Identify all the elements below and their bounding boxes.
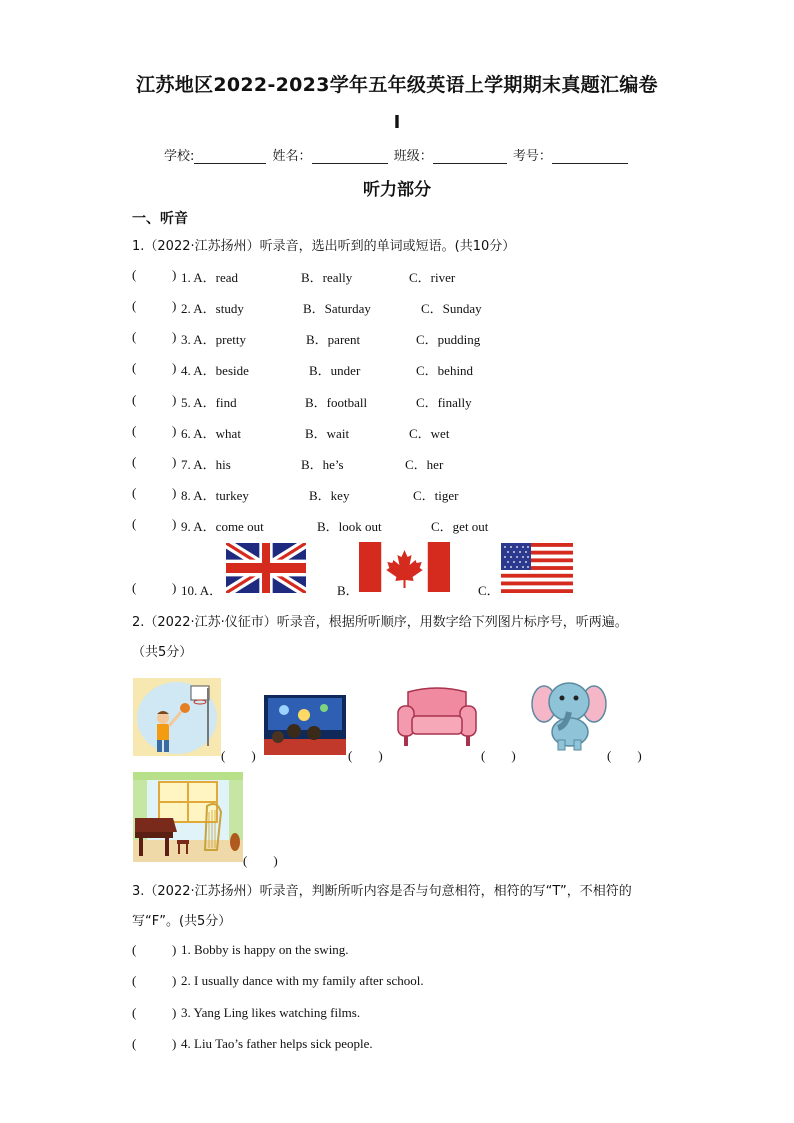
- picture-answer-blank[interactable]: ( ): [607, 748, 642, 763]
- uk-flag-icon[interactable]: [226, 543, 306, 593]
- answer-paren-close: ): [172, 423, 177, 438]
- elephant-picture: [530, 676, 608, 752]
- option-b: B．look out: [317, 519, 382, 534]
- q1-item: [0, 392, 794, 410]
- picture-answer-blank[interactable]: ( ): [243, 853, 278, 868]
- picture-answer-blank[interactable]: ( ): [221, 748, 256, 763]
- answer-paren-close: ): [172, 360, 177, 375]
- q2-prompt-line2: （共5分）: [132, 645, 193, 660]
- number-field[interactable]: [552, 149, 628, 164]
- option-a: 6. A．what: [181, 426, 241, 441]
- option-b: B．under: [309, 363, 361, 378]
- cinema-picture: [264, 695, 346, 755]
- answer-paren-open[interactable]: (: [132, 392, 137, 407]
- option-a: 4. A．beside: [181, 363, 249, 378]
- answer-paren-open[interactable]: (: [132, 1005, 137, 1020]
- q3-item: [0, 973, 794, 991]
- option-c: C．get out: [431, 519, 489, 534]
- school-label: 学校:: [164, 149, 195, 164]
- q3-item: [0, 1036, 794, 1054]
- q1-item: [0, 298, 794, 316]
- answer-paren-close: ): [172, 580, 177, 595]
- name-label: 姓名：: [272, 149, 312, 164]
- option-b: B．Saturday: [303, 301, 371, 316]
- q1-item: [0, 423, 794, 441]
- answer-paren-close: ): [172, 329, 177, 344]
- answer-paren-open[interactable]: (: [132, 942, 137, 957]
- answer-paren-close: ): [172, 1005, 177, 1020]
- answer-paren-open[interactable]: (: [132, 1036, 137, 1051]
- option-c: C．wet: [409, 426, 450, 441]
- option-a: 3. A．pretty: [181, 332, 246, 347]
- student-info: [164, 145, 630, 164]
- answer-paren-open[interactable]: (: [132, 298, 137, 313]
- answer-paren-open[interactable]: (: [132, 454, 137, 469]
- option-c: C．finally: [416, 395, 472, 410]
- statement-text: 2. I usually dance with my family after school.: [181, 973, 424, 988]
- page-title-line2: Ⅰ: [393, 112, 401, 133]
- q1-prompt: 1.（2022·江苏扬州）听录音，选出听到的单词或短语。(共10分）: [132, 239, 516, 254]
- statement-text: 3. Yang Ling likes watching films.: [181, 1005, 361, 1020]
- option-b: B．really: [301, 270, 353, 285]
- q1-item: [0, 454, 794, 472]
- option-a: 5. A．find: [181, 395, 237, 410]
- option-a: 7. A．his: [181, 457, 231, 472]
- answer-paren-open[interactable]: (: [132, 973, 137, 988]
- option-b: B．: [337, 583, 359, 598]
- q3-item: [0, 942, 794, 960]
- answer-paren-close: ): [172, 298, 177, 313]
- option-c: C．tiger: [413, 488, 459, 503]
- answer-paren-open[interactable]: (: [132, 516, 137, 531]
- option-c: C．her: [405, 457, 444, 472]
- q3-prompt-line1: 3.（2022·江苏扬州）听录音，判断所听内容是否与句意相符，相符的写“T”，不相符的: [132, 884, 632, 899]
- option-c: C．pudding: [416, 332, 481, 347]
- q1-item: [0, 516, 794, 534]
- statement-text: 1. Bobby is happy on the swing.: [181, 942, 349, 957]
- class-label: 班级：: [393, 149, 433, 164]
- section-heading: 听力部分: [363, 180, 431, 200]
- page-title: 江苏地区2022-2023学年五年级英语上学期期末真题汇编卷: [136, 74, 658, 96]
- answer-paren-close: ): [172, 516, 177, 531]
- answer-paren-open[interactable]: (: [132, 360, 137, 375]
- number-label: 考号：: [512, 149, 552, 164]
- statement-text: 4. Liu Tao’s father helps sick people.: [181, 1036, 373, 1051]
- school-field[interactable]: [194, 149, 266, 164]
- q1-item: [0, 267, 794, 285]
- answer-paren-close: ): [172, 1036, 177, 1051]
- q1-item: [0, 360, 794, 378]
- canada-flag-icon[interactable]: [359, 542, 450, 592]
- picture-answer-blank[interactable]: ( ): [348, 748, 383, 763]
- usa-flag-icon[interactable]: [501, 543, 573, 593]
- picture-answer-blank[interactable]: ( ): [481, 748, 516, 763]
- answer-paren-close: ): [172, 973, 177, 988]
- answer-paren-close: ): [172, 942, 177, 957]
- option-a: 10. A．: [181, 583, 223, 598]
- answer-paren-close: ): [172, 485, 177, 500]
- q3-prompt-line2: 写“F”。(共5分）: [132, 914, 232, 929]
- option-a: 2. A．study: [181, 301, 244, 316]
- option-a: 1. A．read: [181, 270, 239, 285]
- class-field[interactable]: [433, 149, 507, 164]
- answer-paren-open[interactable]: (: [132, 580, 137, 595]
- answer-paren-open[interactable]: (: [132, 329, 137, 344]
- option-b: B．wait: [305, 426, 350, 441]
- answer-paren-open[interactable]: (: [132, 485, 137, 500]
- q1-item: [0, 329, 794, 347]
- music-room-picture: [133, 772, 243, 862]
- answer-paren-open[interactable]: (: [132, 423, 137, 438]
- q3-item: [0, 1005, 794, 1023]
- answer-paren-close: ): [172, 267, 177, 282]
- option-c: C．river: [409, 270, 456, 285]
- basketball-boy-picture: [133, 678, 221, 756]
- option-c: C．: [478, 583, 500, 598]
- q2-prompt-line1: 2.（2022·江苏·仪征市）听录音，根据所听顺序，用数字给下列图片标序号，听两遍。: [132, 615, 628, 630]
- sofa-picture: [394, 684, 480, 752]
- option-b: B．he’s: [301, 457, 344, 472]
- option-b: B．key: [309, 488, 350, 503]
- option-c: C．Sunday: [421, 301, 482, 316]
- q1-item: [0, 485, 794, 503]
- answer-paren-close: ): [172, 454, 177, 469]
- answer-paren-close: ): [172, 392, 177, 407]
- part-heading: 一、听音: [132, 211, 188, 227]
- name-field[interactable]: [312, 149, 388, 164]
- answer-paren-open[interactable]: (: [132, 267, 137, 282]
- option-a: 8. A．turkey: [181, 488, 249, 503]
- option-a: 9. A．come out: [181, 519, 264, 534]
- option-b: B．parent: [306, 332, 361, 347]
- option-c: C．behind: [416, 363, 474, 378]
- option-b: B．football: [305, 395, 368, 410]
